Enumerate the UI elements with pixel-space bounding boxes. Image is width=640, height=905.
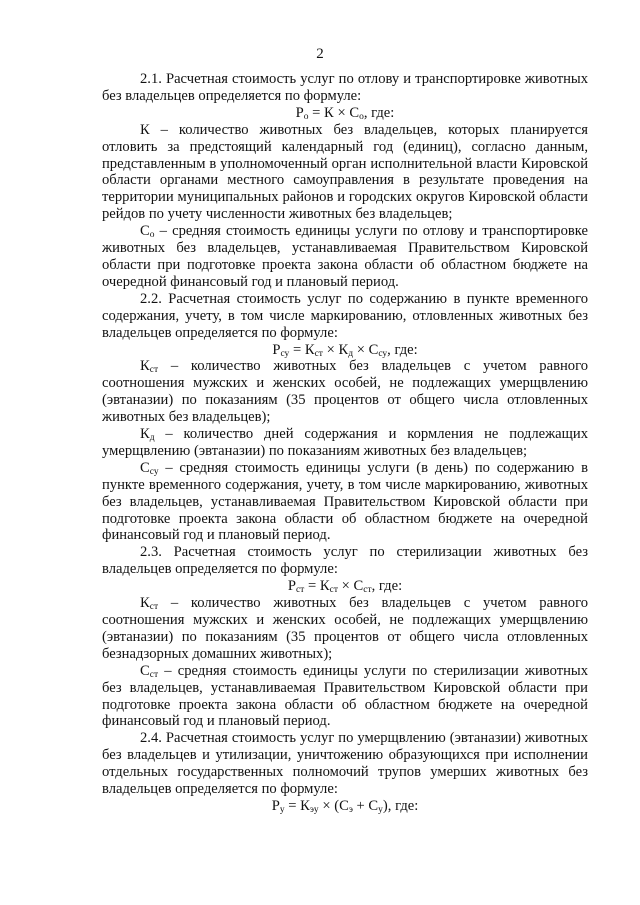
paragraph: $С_о$ – средняя стоимость единицы услуги по отлову и транспортировке животных без владельцев, устанавливаемая Правительством Кировской области при подготовке проекта закона области об областном бюджете на очередной финансовый год и плановый период.	[102, 223, 588, 290]
paragraph: $С_{ст}$ – средняя стоимость единицы услуги по стерилизации животных без владельцев, устанавливаемая Правительством Кировской области при подготовке проекта закона области об областном бюджете на очередной финансовый год и плановый период.	[102, 662, 588, 730]
paragraph: К – количество животных без владельцев, которых планируется отловить за предстоящий календарный год (единиц), согласно данным, представленным в уполномоченный орган исполнительной власти Кировской области органами местного самоуправления в результате проведения на территории муниципальных районов и городских округов Кировской области рейдов по учету численности животных без владельцев;	[102, 121, 588, 223]
formula: $Р_{су} = К_{ст} \times К_д \times С_{су}$, где:	[272, 341, 418, 359]
paragraph: 2.3. Расчетная стоимость услуг по стерилизации животных без владельцев определяется по формуле:	[102, 544, 588, 578]
paragraph: $К_{ст}$ – количество животных без владельцев с учетом равного соотношения мужских и женских особей, не подлежащих умерщвлению (эвтаназии) по показаниям (35 процентов от общего числа отловленных животных без владельцев);	[102, 358, 588, 426]
paragraph: $К_д$ – количество дней содержания и кормления не подлежащих умерщвлению (эвтаназии) по показаниям животных без владельцев;	[102, 426, 588, 459]
formula: $Р_у = К_{эу} \times (С_э + С_у)$, где:	[271, 797, 419, 815]
formula: $Р_о = К \times С_о$, где:	[295, 104, 395, 122]
page-number: 2	[316, 46, 324, 62]
paragraph: $С_{су}$ – средняя стоимость единицы услуги (в день) по содержанию в пункте временного содержания, учету, в том числе маркированию, животных без владельцев, устанавливаемая Правительством Кировской области при подготовке проекта закона области об областном бюджете на очередной финансовый год и плановый период.	[102, 459, 588, 544]
formula: $Р_{ст} = К_{ст} \times С_{ст}$, где:	[287, 578, 403, 596]
paragraph: 2.1. Расчетная стоимость услуг по отлову и транспортировке животных без владельцев определяется по формуле:	[102, 71, 588, 104]
document-body	[102, 71, 588, 815]
paragraph: 2.2. Расчетная стоимость услуг по содержанию в пункте временного содержания, учету, в том числе маркированию, отловленных животных без владельцев определяется по формуле:	[102, 290, 588, 341]
paragraph: $К_{ст}$ – количество животных без владельцев с учетом равного соотношения мужских и женских особей, не подлежащих умерщвлению (эвтаназии) по показаниям (35 процентов от общего числа отловленных безнадзорных домашних животных);	[102, 595, 588, 662]
paragraph: 2.4. Расчетная стоимость услуг по умерщвлению (эвтаназии) животных без владельцев и утилизации, уничтожению образующихся при исполнении отдельных государственных полномочий трупов умерших животных без владельцев определяется по формуле:	[102, 730, 588, 798]
